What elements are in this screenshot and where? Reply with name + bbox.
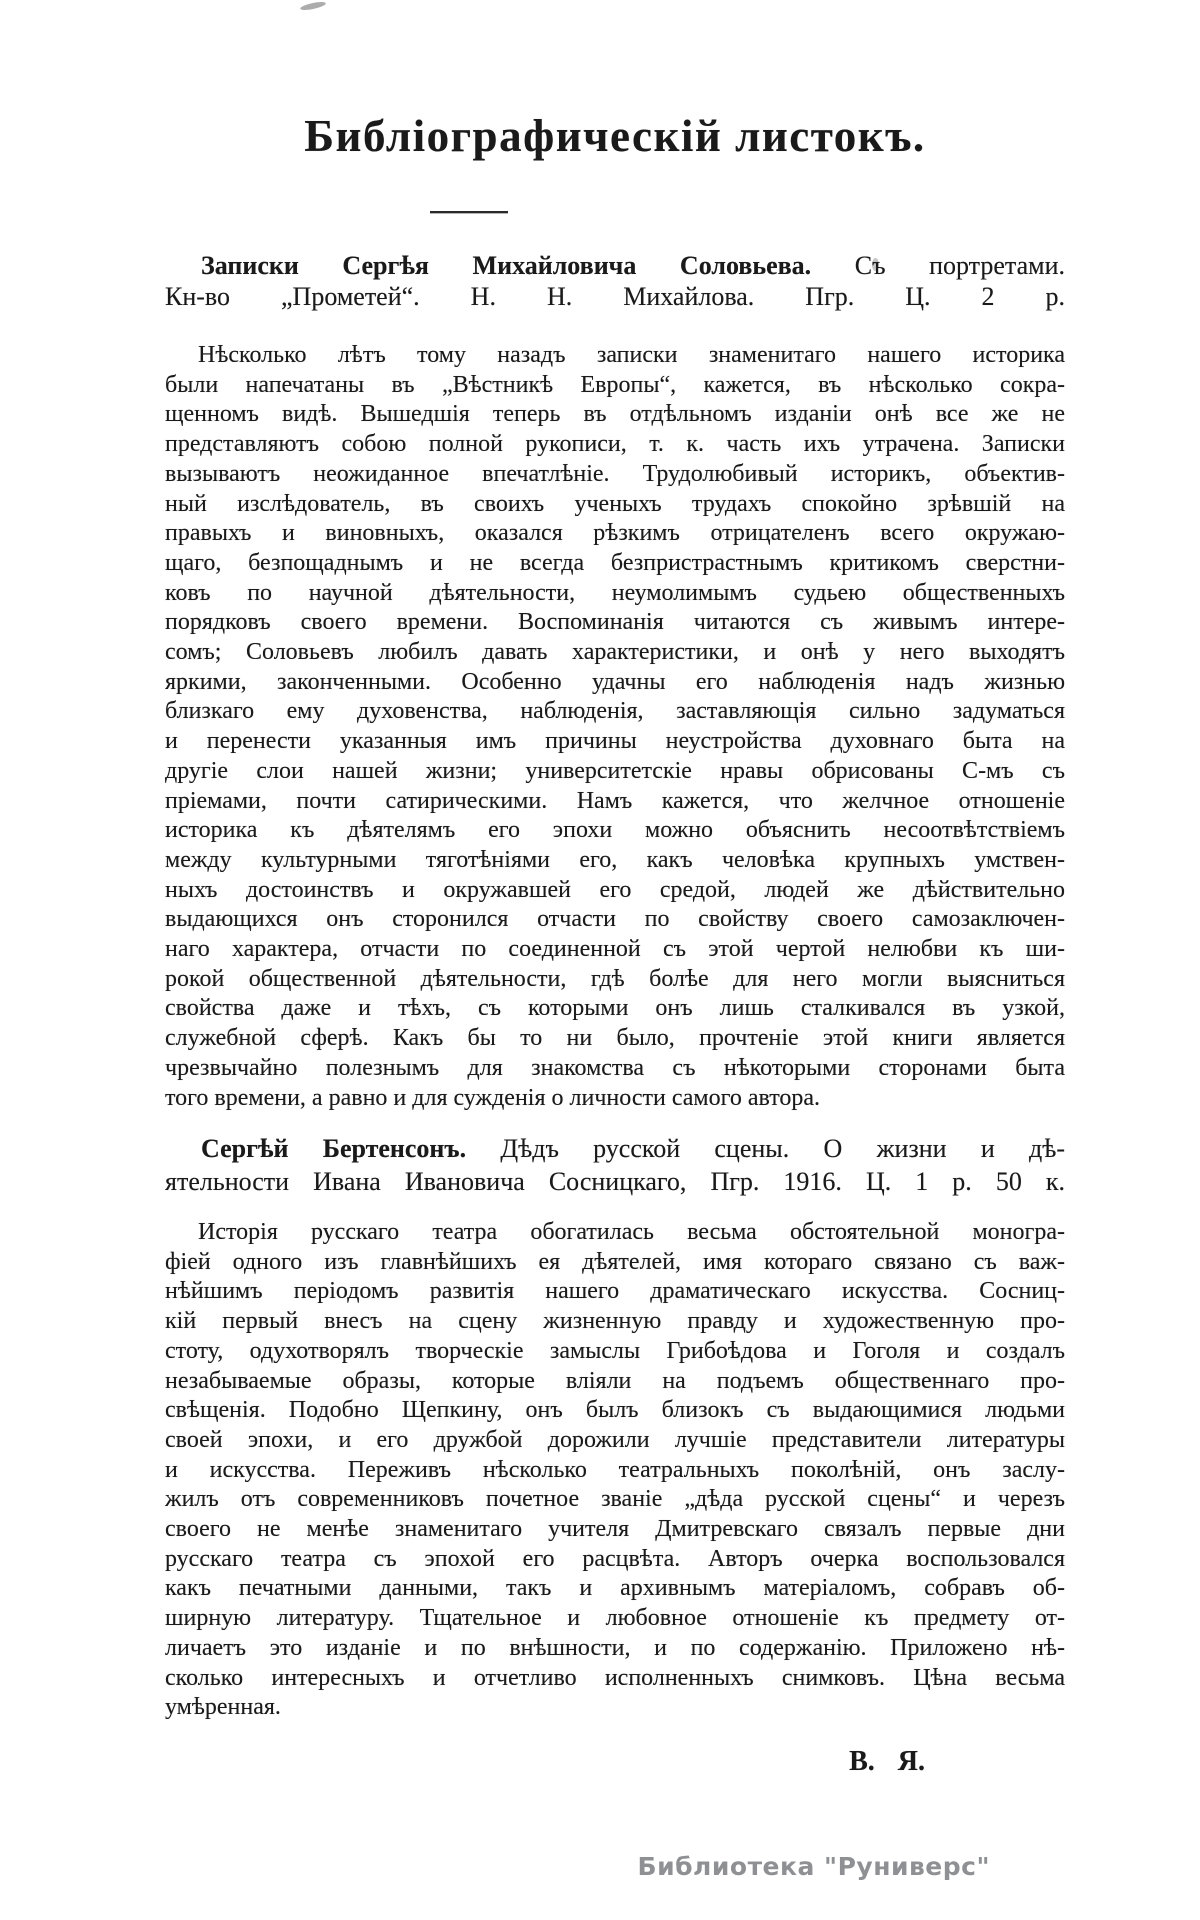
review-1-heading-note: Съ портретами. (854, 251, 1065, 280)
text-line: какъ печатными данными, такъ и архивнымъ матеріаломъ, собравъ об- (165, 1575, 1065, 1602)
text-line: щаго, безпощаднымъ и не всегда безпристрастнымъ критикомъ сверстни- (165, 549, 1065, 576)
text-line: выдающихся онъ сторонился отчасти по свойству своего самозаключен- (165, 906, 1065, 933)
review-2-heading-note: Дѣдъ русской сцены. О жизни и дѣ- (500, 1134, 1066, 1163)
text-line: того времени, а равно и для сужденія о личности самого автора. (165, 1084, 821, 1111)
title-divider-rule (430, 211, 508, 213)
text-line: Нѣсколько лѣтъ тому назадъ записки знаменитаго нашего историка (198, 342, 1065, 368)
review-1-heading-line-2: Кн-во „Прометей“. Н. Н. Михайлова. Пгр. Ц. 2 р. (165, 282, 1065, 311)
text-line: сомъ; Соловьевъ любилъ давать характеристики, и онѣ у него выходятъ (165, 639, 1065, 666)
text-line: рокой общественной дѣятельности, гдѣ болѣе для него могли выясниться (165, 965, 1065, 992)
text-line: и искусства. Переживъ нѣсколько театральныхъ поколѣній, онъ заслу- (165, 1456, 1065, 1483)
reviewer-initials: В. Я. (849, 1746, 925, 1777)
review-1-heading-line-1 (165, 250, 1065, 281)
text-line: сколько интересныхъ и отчетливо исполненныхъ снимковъ. Цѣна весьма (165, 1664, 1065, 1691)
text-line: щенномъ видѣ. Вышедшія теперь въ отдѣльномъ изданіи онѣ все же не (165, 401, 1065, 428)
text-line: стоту, одухотворялъ творческіе замыслы Грибоѣдова и Гоголя и создалъ (165, 1337, 1065, 1364)
page-title: Библіографическій листокъ. (304, 111, 926, 161)
text-line: свойства даже и тѣхъ, съ которыми онъ лишь сталкивался въ узкой, (165, 995, 1065, 1022)
review-2-body (165, 1218, 1065, 1723)
text-line: фіей одного изъ главнѣйшихъ ея дѣятелей, имя котораго связано съ важ- (165, 1248, 1065, 1275)
text-line: между культурными тяготѣніями его, какъ человѣка крупныхъ умствен- (165, 846, 1065, 873)
text-line: и перенести указанныя имъ причины неустройства духовнаго быта на (165, 728, 1065, 755)
library-watermark: Библиотека "Руниверс" (637, 1852, 990, 1881)
text-line: своего не менѣе знаменитаго учителя Дмитревскаго связалъ первые дни (165, 1516, 1065, 1543)
text-line: чрезвычайно полезнымъ для знакомства съ нѣкоторыми сторонами быта (165, 1054, 1065, 1081)
text-line: близкаго ему духовенства, наблюденія, заставляющія сильно задуматься (165, 698, 1065, 725)
text-line: ныхъ достоинствъ и окружавшей его средой, людей же дѣйствительно (165, 876, 1065, 903)
text-line: жилъ отъ современниковъ почетное званіе „дѣда русской сцены“ и черезъ (165, 1486, 1065, 1513)
text-line: были напечатаны въ „Вѣстникѣ Европы“, кажется, въ нѣсколько сокра- (165, 371, 1065, 398)
text-line: русскаго театра съ эпохой его расцвѣта. Авторъ очерка воспользовался (165, 1545, 1065, 1572)
review-2-heading-line-1 (165, 1132, 1065, 1165)
text-line: представляютъ собою полной рукописи, т. к. часть ихъ утрачена. Записки (165, 431, 1065, 458)
review-2-heading (165, 1132, 1065, 1198)
text-line: умѣренная. (165, 1694, 281, 1721)
text-line: вызываютъ неожиданное впечатлѣніе. Трудолюбивый историкъ, объектив- (165, 460, 1065, 487)
text-line: другіе слои нашей жизни; университетскіе нравы обрисованы С-мъ съ (165, 757, 1065, 784)
review-1-body (165, 341, 1065, 1113)
text-line: яркими, законченными. Особенно удачны его наблюденія надъ жизнью (165, 668, 1065, 695)
text-line: пріемами, почти сатирическими. Намъ кажется, что желчное отношеніе (165, 787, 1065, 814)
review-1-book-title: Записки Сергѣя Михайловича Соловьева. (201, 251, 812, 280)
text-line: служебной сферѣ. Какъ бы то ни было, прочтеніе этой книги является (165, 1025, 1065, 1052)
text-line: ный изслѣдователь, въ своихъ ученыхъ трудахъ спокойно зрѣвшій на (165, 490, 1065, 517)
text-line: ковъ по научной дѣятельности, неумолимымъ судьею общественныхъ (165, 579, 1065, 606)
review-2-heading-line-2: ятельности Ивана Ивановича Сосницкаго, Пгр. 1916. Ц. 1 р. 50 к. (165, 1167, 1065, 1196)
review-2-book-author: Сергѣй Бертенсонъ. (201, 1134, 467, 1163)
text-line: нѣйшимъ періодомъ развитія нашего драматическаго искусства. Сосниц- (165, 1278, 1065, 1305)
text-line: кій первый внесъ на сцену жизненную правду и художественную про- (165, 1308, 1065, 1335)
text-line: своей эпохи, и его дружбой дорожили лучшіе представители литературы (165, 1426, 1065, 1453)
text-line: свѣщенія. Подобно Щепкину, онъ былъ близокъ съ выдающимися людьми (165, 1397, 1065, 1424)
text-line: незабываемые образы, которые вліяли на подъемъ общественнаго про- (165, 1367, 1065, 1394)
text-line: наго характера, отчасти по соединенной съ этой чертой нелюбви къ ши- (165, 936, 1065, 963)
text-line: порядковъ своего времени. Воспоминанія читаются съ живымъ интере- (165, 609, 1065, 636)
text-line: Исторія русскаго театра обогатилась весьма обстоятельной моногра- (198, 1219, 1065, 1245)
text-line: правыхъ и виновныхъ, оказался рѣзкимъ отрицателенъ всего окружаю- (165, 520, 1065, 547)
review-1-heading (165, 250, 1065, 312)
scan-artifact (300, 0, 327, 11)
text-line: личаетъ это изданіе и по внѣшности, и по содержанію. Приложено нѣ- (165, 1634, 1065, 1661)
text-line: ширную литературу. Тщательное и любовное отношеніе къ предмету от- (165, 1605, 1065, 1632)
text-line: историка къ дѣятелямъ его эпохи можно объяснить несоотвѣтствіемъ (165, 817, 1065, 844)
